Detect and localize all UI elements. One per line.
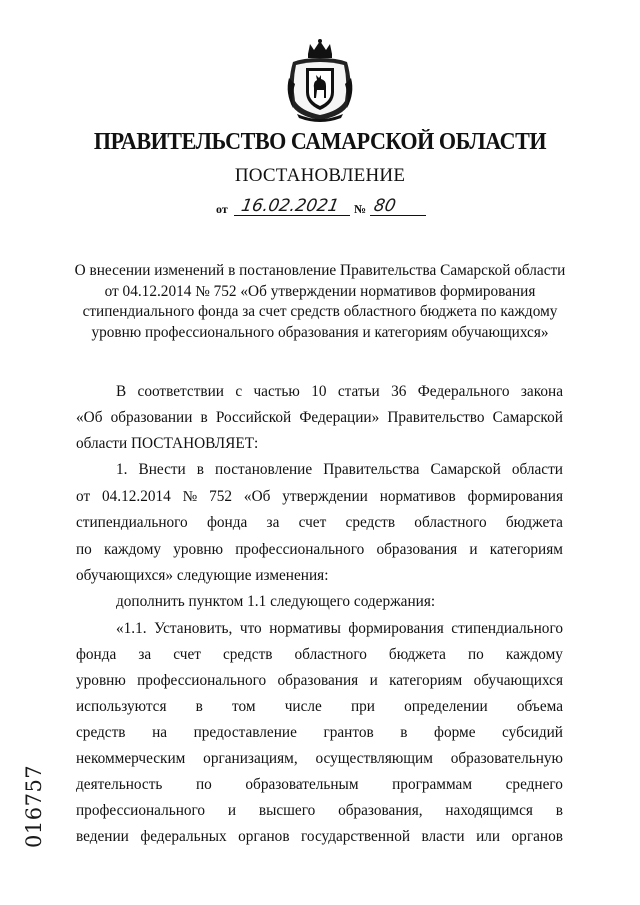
number-label: № bbox=[354, 202, 367, 216]
word: постановление bbox=[215, 461, 313, 478]
word: счет bbox=[173, 646, 201, 663]
word: Федерального bbox=[417, 383, 510, 400]
word: ведении bbox=[76, 828, 129, 845]
subject-line: от 04.12.2014 № 752 «Об утверждении нормативов формирования bbox=[104, 282, 536, 300]
word: нормативов bbox=[379, 488, 456, 505]
body-line bbox=[76, 540, 563, 560]
word: уровню bbox=[76, 672, 126, 689]
word: формирования bbox=[348, 620, 444, 637]
handwritten-number: 80 bbox=[372, 196, 398, 216]
word: в bbox=[195, 698, 203, 715]
body-line: обучающихся» следующие изменения: bbox=[76, 567, 329, 584]
word: 36 bbox=[391, 383, 407, 400]
word: программам bbox=[392, 776, 473, 793]
body-line bbox=[116, 382, 563, 402]
word: Правительства bbox=[323, 461, 420, 478]
body-line bbox=[76, 723, 563, 743]
word: организациям, bbox=[203, 750, 298, 767]
word: нормативы bbox=[269, 620, 341, 637]
body-line bbox=[76, 827, 563, 847]
word: № bbox=[182, 488, 198, 505]
word: частью bbox=[253, 383, 300, 400]
word: областного bbox=[294, 646, 367, 663]
word: при bbox=[350, 698, 375, 715]
number-underline bbox=[370, 215, 426, 216]
word: Внести bbox=[138, 461, 186, 478]
serial-number-stamp: 016757 bbox=[22, 764, 46, 848]
word: по bbox=[76, 541, 92, 558]
body-line: дополнить пунктом 1.1 следующего содержания: bbox=[116, 593, 436, 610]
word: средств bbox=[222, 646, 273, 663]
body-line bbox=[116, 460, 563, 480]
word: осуществляющим bbox=[315, 750, 433, 767]
body-line bbox=[76, 645, 563, 665]
body-line bbox=[76, 801, 563, 821]
subject-line: О внесении изменений в постановление Правительства Самарской области bbox=[74, 262, 566, 279]
word: в bbox=[200, 409, 208, 426]
body-line bbox=[76, 775, 563, 795]
word: Самарской bbox=[492, 409, 563, 426]
word: бюджета bbox=[505, 514, 563, 531]
word: предоставление bbox=[193, 724, 297, 741]
word: обучающихся bbox=[473, 672, 563, 689]
word: на bbox=[152, 724, 168, 741]
word: профессионального bbox=[76, 802, 206, 819]
subject-line: уровню профессионального образования и категориям обучающихся» bbox=[91, 323, 549, 341]
word: уровню bbox=[173, 541, 224, 558]
word: «Об bbox=[76, 409, 103, 426]
word: стипендиального bbox=[76, 514, 188, 531]
word: образовательную bbox=[450, 750, 563, 767]
word: и bbox=[469, 541, 478, 558]
word: 10 bbox=[311, 383, 327, 400]
word: определении bbox=[404, 698, 488, 715]
word: средств bbox=[345, 514, 396, 531]
word: фонда bbox=[206, 514, 248, 531]
word: счет bbox=[298, 514, 327, 531]
word: находящимся bbox=[445, 802, 533, 819]
body-line bbox=[116, 619, 563, 639]
word: образовательным bbox=[245, 776, 359, 793]
word: бюджета bbox=[388, 646, 446, 663]
word: образования bbox=[277, 672, 359, 689]
word: Российской bbox=[215, 409, 292, 426]
samara-coat-of-arms-icon bbox=[283, 38, 357, 122]
word: и bbox=[369, 672, 378, 689]
word: в bbox=[555, 802, 563, 819]
word: «Об bbox=[243, 488, 271, 505]
word: грантов bbox=[323, 724, 374, 741]
word: фонда bbox=[76, 646, 117, 663]
word: власти bbox=[421, 828, 465, 845]
word: от bbox=[76, 488, 91, 505]
word: образования bbox=[376, 541, 458, 558]
word: объема bbox=[516, 698, 563, 715]
word: каждому bbox=[104, 541, 162, 558]
word: деятельность bbox=[76, 776, 163, 793]
word: субсидий bbox=[502, 724, 563, 741]
document-type: ПОСТАНОВЛЕНИЕ bbox=[234, 165, 406, 186]
body-line bbox=[76, 513, 563, 533]
word: Установить, bbox=[154, 620, 233, 637]
word: В bbox=[116, 383, 127, 400]
word: за bbox=[266, 514, 280, 531]
word: с bbox=[235, 383, 243, 400]
handwritten-date: 16.02.2021 bbox=[239, 196, 341, 216]
word: что bbox=[239, 620, 262, 637]
word: том bbox=[232, 698, 256, 715]
word: категориям bbox=[489, 541, 563, 558]
word: 04.12.2014 bbox=[101, 488, 171, 505]
word: Правительство bbox=[387, 409, 485, 426]
word: по bbox=[468, 646, 484, 663]
word: 1. bbox=[116, 461, 128, 478]
word: в bbox=[196, 461, 205, 478]
word: форме bbox=[434, 724, 476, 741]
organization-title: ПРАВИТЕЛЬСТВО САМАРСКОЙ ОБЛАСТИ bbox=[93, 129, 547, 155]
word: соответствии bbox=[137, 383, 224, 400]
word: области bbox=[511, 461, 563, 478]
word: утверждении bbox=[282, 488, 368, 505]
body-line bbox=[76, 671, 563, 691]
word: средств bbox=[76, 724, 126, 741]
word: профессионального bbox=[235, 541, 365, 558]
word: за bbox=[138, 646, 152, 663]
word: стипендиального bbox=[451, 620, 563, 637]
word: 752 bbox=[209, 488, 233, 505]
word: государственной bbox=[301, 828, 411, 845]
body-line bbox=[76, 487, 563, 507]
word: профессионального bbox=[137, 672, 267, 689]
word: некоммерческим bbox=[76, 750, 186, 767]
word: в bbox=[400, 724, 408, 741]
body-line bbox=[76, 408, 563, 428]
word: образования, bbox=[338, 802, 423, 819]
body-line bbox=[76, 749, 563, 769]
word: Самарской bbox=[430, 461, 501, 478]
word: федеральных bbox=[140, 828, 227, 845]
word: числе bbox=[284, 698, 322, 715]
registration-line bbox=[216, 196, 426, 218]
word: Федерации» bbox=[299, 409, 380, 426]
word: используются bbox=[76, 698, 167, 715]
body-line: области ПОСТАНОВЛЯЕТ: bbox=[76, 435, 259, 452]
document-subject bbox=[60, 261, 580, 343]
word: образовании bbox=[110, 409, 193, 426]
date-underline bbox=[234, 215, 350, 216]
body-line bbox=[76, 697, 563, 717]
word: статьи bbox=[337, 383, 380, 400]
word: закона bbox=[520, 383, 563, 400]
date-label: от bbox=[216, 202, 228, 216]
word: формирования bbox=[467, 488, 563, 505]
word: высшего bbox=[258, 802, 316, 819]
subject-line: стипендиального фонда за счет средств областного бюджета по каждому bbox=[82, 303, 558, 320]
word: по bbox=[195, 776, 212, 793]
word: органов bbox=[238, 828, 290, 845]
word: среднего bbox=[505, 776, 563, 793]
word: категориям bbox=[389, 672, 463, 689]
word: областного bbox=[414, 514, 487, 531]
word: органов bbox=[511, 828, 563, 845]
word: «1.1. bbox=[116, 620, 147, 637]
word: или bbox=[476, 828, 501, 845]
word: и bbox=[227, 802, 237, 819]
word: каждому bbox=[505, 646, 563, 663]
